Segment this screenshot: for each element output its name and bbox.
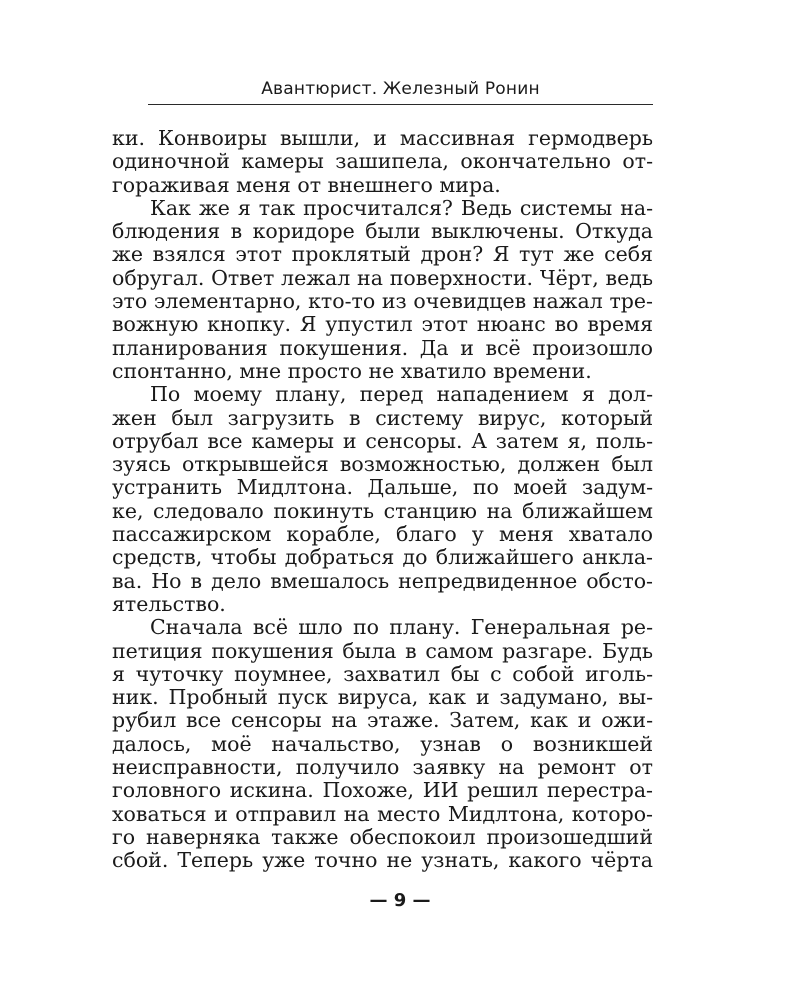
text-line: это элементарно, кто-то из очевидцев нажал тре- — [112, 290, 653, 314]
text-line: ник. Пробный пуск вируса, как и задумано, вы- — [112, 686, 653, 710]
page-number: — 9 — — [369, 890, 431, 911]
text-line: же взялся этот проклятый дрон? Я тут же себя — [112, 243, 653, 267]
text-line: зуясь открывшейся возможностью, должен был — [112, 453, 653, 477]
header-rule — [148, 104, 653, 105]
text-line: ки. Конвоиры вышли, и массивная гермодверь — [112, 127, 653, 150]
text-line: гораживая меня от внешнего мира. — [112, 173, 501, 197]
text-line: пассажирском корабле, благо у меня хватало — [112, 523, 653, 547]
text-line: Как же я так просчитался? Ведь системы на- — [150, 196, 653, 220]
text-line: далось, моё начальство, узнав о возникшей — [112, 732, 653, 756]
text-line: сбой. Теперь уже точно не узнать, какого чёрта — [112, 849, 653, 873]
text-line: ховаться и отправил на место Мидлтона, которо- — [112, 802, 653, 826]
text-line: блюдения в коридоре были выключены. Откуда — [112, 220, 653, 244]
text-line: петиция покушения была в самом разгаре. Будь — [112, 639, 653, 663]
text-line: рубил все сенсоры на этаже. Затем, как и ожи- — [112, 709, 653, 733]
text-line: ке, следовало покинуть станцию на ближайшем — [112, 499, 653, 523]
text-line: По моему плану, перед нападением я дол- — [150, 383, 653, 407]
text-line: устранить Мидлтона. Дальше, по моей задум- — [112, 476, 653, 500]
body-text — [112, 127, 653, 873]
text-line: ва. Но в дело вмешалось непредвиденное обсто- — [112, 569, 653, 593]
text-line: обругал. Ответ лежал на поверхности. Чёрт, ведь — [112, 266, 653, 290]
text-line: средств, чтобы добраться до ближайшего анкла- — [112, 546, 653, 570]
text-line: неисправности, получило заявку на ремонт от — [112, 756, 653, 780]
running-head: Авантюрист. Железный Ронин — [261, 79, 540, 99]
text-line: спонтанно, мне просто не хватило времени. — [112, 359, 592, 383]
text-line: планирования покушения. Да и всё произошло — [112, 336, 653, 360]
text-line: вожную кнопку. Я упустил этот нюанс во время — [112, 313, 653, 337]
text-line: я чуточку поумнее, захватил бы с собой иголь- — [112, 662, 653, 686]
text-line: ятельство. — [112, 592, 226, 616]
text-line: Сначала всё шло по плану. Генеральная ре- — [150, 616, 653, 640]
text-line: го наверняка также обеспокоил произошедший — [112, 825, 653, 849]
text-line: жен был загрузить в систему вирус, который — [112, 406, 653, 430]
text-line: одиночной камеры зашипела, окончательно от- — [112, 150, 653, 174]
text-line: головного искина. Похоже, ИИ решил перестра- — [112, 779, 653, 803]
text-line: отрубал все камеры и сенсоры. А затем я, поль- — [112, 429, 653, 453]
